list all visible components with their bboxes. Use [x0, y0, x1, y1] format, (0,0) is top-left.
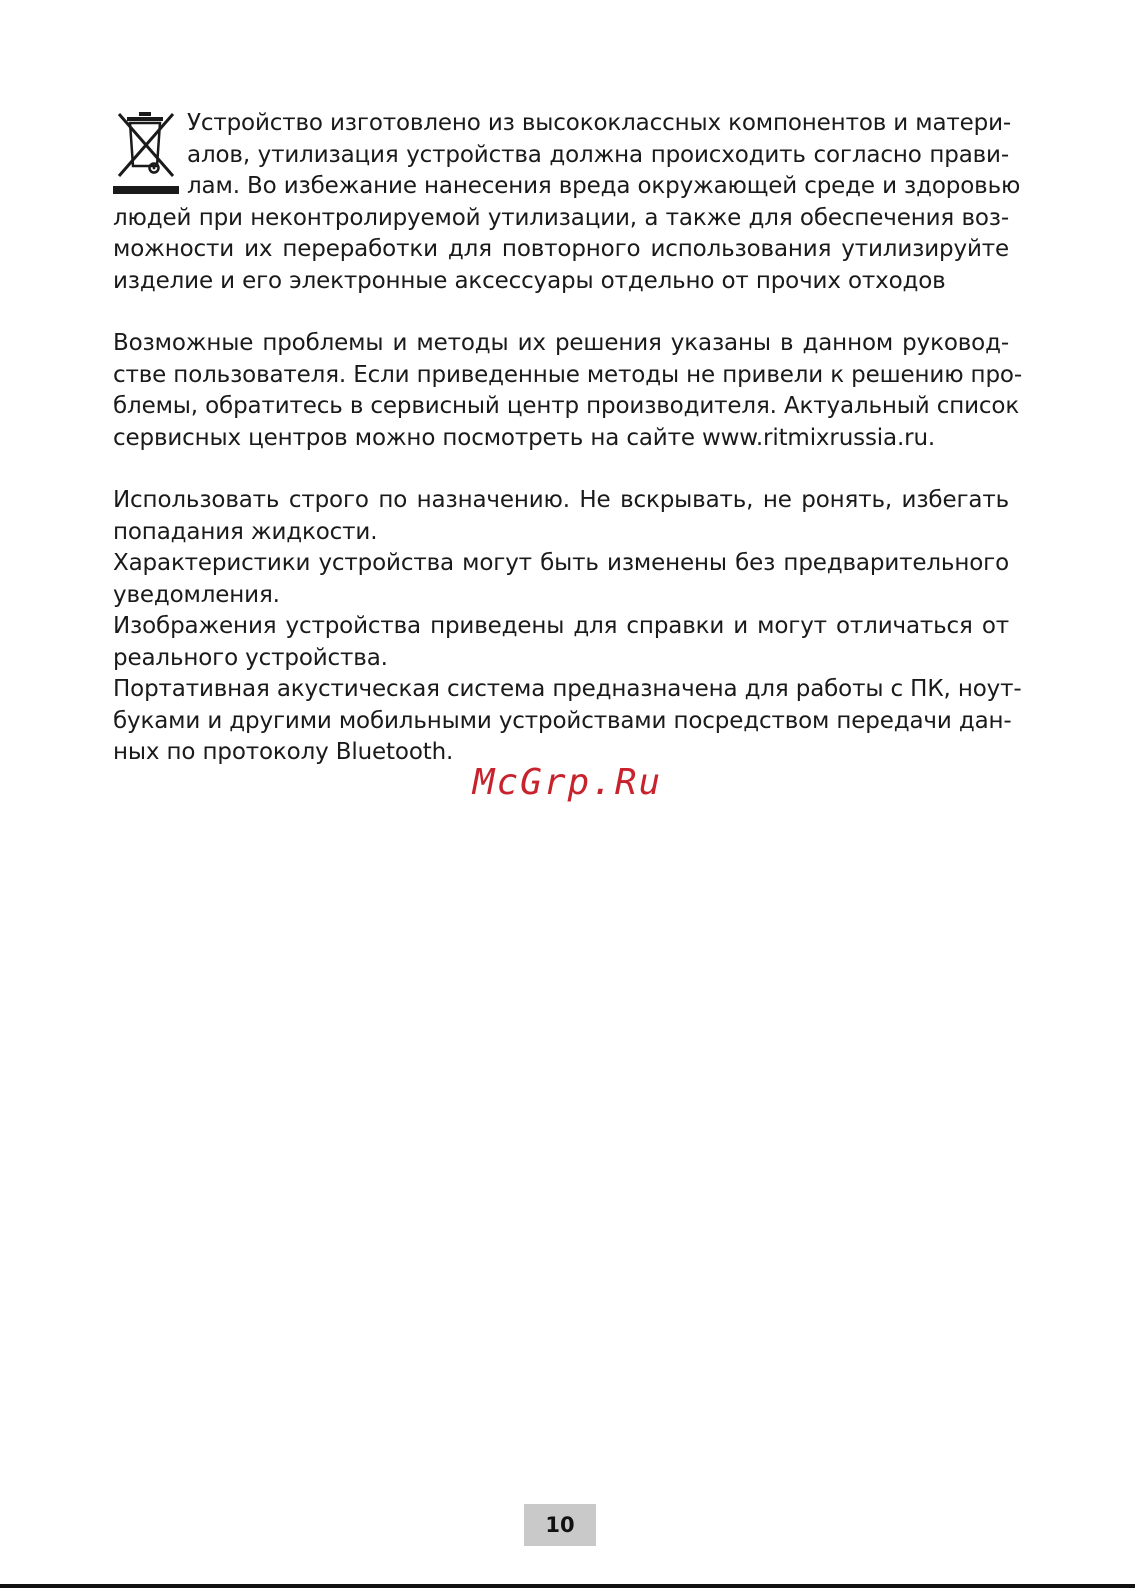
purpose-paragraph [113, 674, 1022, 769]
watermark: McGrp.Ru [472, 762, 663, 803]
specs-paragraph [113, 548, 1009, 611]
problems-paragraph [113, 328, 1022, 454]
images-paragraph [113, 611, 1009, 674]
text-line: буками и другими мобильными устройствами посредством передачи дан- [113, 707, 1012, 734]
page-content [113, 108, 1022, 769]
text-line: алов, утилизация устройства должна происходить согласно прави- [187, 141, 1009, 168]
text-line: попадания жидкости. [113, 518, 378, 545]
usage-paragraph [113, 485, 1009, 548]
bottom-rule [0, 1584, 1135, 1588]
text-line: блемы, обратитесь в сервисный центр производителя. Актуальный список [113, 393, 1020, 419]
text-line: изделие и его электронные аксессуары отдельно от прочих отходов [113, 267, 946, 294]
text-line: Использовать строго по назначению. Не вскрывать, не ронять, избегать [113, 487, 1009, 513]
text-line: Изображения устройства приведены для справки и могут отличаться от [113, 613, 1009, 639]
text-line: сервисных центров можно посмотреть на сайте www.ritmixrussia.ru. [113, 424, 936, 451]
text-line: людей при неконтролируемой утилизации, а также для обеспечения воз- [113, 204, 1009, 231]
text-line: Характеристики устройства могут быть изменены без предварительного [113, 550, 1009, 576]
text-line: Устройство изготовлено из высококлассных компонентов и матери- [187, 110, 1012, 136]
weee-bin-icon [113, 110, 179, 200]
text-line: реального устройства. [113, 644, 388, 671]
disposal-paragraph [113, 108, 1021, 297]
text-line: стве пользователя. Если приведенные методы не привели к решению про- [113, 361, 1022, 388]
text-line: можности их переработки для повторного использования утилизируйте [113, 236, 1009, 262]
text-line: уведомления. [113, 581, 280, 608]
text-line: Портативная акустическая система предназначена для работы с ПК, ноут- [113, 676, 1022, 702]
paragraph-gap [113, 297, 1009, 328]
weee-bin-icon-graphic [113, 110, 179, 200]
text-line: ных по протоколу Bluetooth. [113, 739, 454, 765]
text-line: лам. Во избежание нанесения вреда окружающей среде и здоровью [187, 173, 1021, 199]
paragraph-gap [113, 454, 1009, 485]
page-number: 10 [524, 1504, 596, 1546]
text-line: Возможные проблемы и методы их решения указаны в данном руковод- [113, 330, 1009, 356]
